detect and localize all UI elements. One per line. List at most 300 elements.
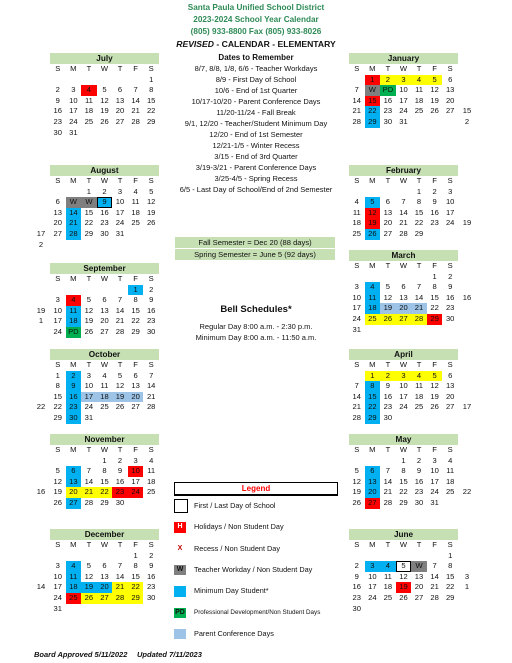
day-cell: 14: [430, 571, 439, 581]
day-cell: 16: [352, 582, 361, 592]
day-cell: 3: [396, 371, 412, 382]
day-cell: [427, 551, 443, 562]
day-cell: 20: [53, 218, 62, 228]
day-cell: 7: [401, 197, 406, 207]
day-cell: 4: [411, 371, 427, 382]
weekday-header: W: [399, 64, 408, 73]
day-cell: [365, 325, 381, 336]
day-cell: 3: [133, 455, 138, 465]
weekday-header: S: [354, 540, 360, 549]
day-cell: 26: [399, 592, 408, 602]
day-cell: 8: [432, 282, 437, 292]
day-cell: 8: [365, 381, 381, 392]
day-cell: [349, 456, 365, 467]
weekday-header: W: [100, 176, 109, 185]
day-cell: [396, 187, 412, 198]
day-cell: [81, 551, 97, 562]
day-cell: 6: [365, 466, 381, 477]
day-cell: [143, 413, 159, 424]
weekday-header: F: [133, 64, 138, 73]
day-cell: 15: [100, 476, 109, 486]
day-cell: 14: [414, 292, 424, 302]
day-cell: 27: [53, 228, 62, 238]
weekday-header: F: [133, 360, 138, 369]
day-cell: 12: [146, 197, 156, 207]
bell-title: Bell Schedules*: [220, 304, 292, 315]
day-cell: 2: [149, 550, 154, 560]
day-cell: 28: [411, 314, 427, 325]
weekday-header: M: [70, 360, 77, 369]
day-cell: 6: [66, 466, 82, 477]
day-cell: [365, 604, 381, 615]
day-cell: 20: [445, 391, 455, 401]
weekday-header: S: [447, 261, 453, 270]
day-cell: 26: [365, 229, 381, 240]
day-cell: 11: [446, 466, 455, 476]
weekday-header: S: [148, 445, 154, 454]
weekday-header: T: [117, 64, 123, 73]
day-cell: [396, 272, 412, 283]
day-cell: 19: [352, 487, 361, 497]
day-cell: 12: [53, 476, 62, 486]
legend-swatch: X: [177, 544, 183, 552]
day-cell: 13: [66, 477, 82, 488]
day-cell: 25: [131, 218, 140, 228]
day-cell: 12: [352, 476, 361, 486]
day-cell: [143, 128, 159, 139]
legend-swatch: [174, 586, 186, 597]
day-cell: 16: [53, 106, 62, 116]
weekday-header: T: [86, 64, 92, 73]
school-day-count: 14: [36, 582, 46, 592]
day-cell: 27: [396, 314, 412, 325]
weekday-header: M: [70, 445, 77, 454]
day-cell: [50, 187, 66, 198]
day-cell: 17: [352, 303, 361, 313]
day-cell: 4: [411, 75, 427, 86]
weekday-header: S: [148, 274, 154, 283]
day-cell: 2: [354, 561, 359, 571]
month-march: [349, 250, 458, 335]
day-cell: [128, 413, 144, 424]
day-cell: [66, 604, 82, 615]
weekday-header: F: [432, 360, 437, 369]
day-cell: [427, 229, 443, 240]
day-cell: 27: [100, 326, 109, 336]
day-cell: [442, 604, 458, 615]
day-cell: 18: [352, 218, 361, 228]
day-cell: 15: [399, 476, 408, 486]
day-cell: 6: [117, 85, 123, 95]
weekday-header: T: [385, 540, 391, 549]
day-cell: 26: [380, 314, 396, 325]
day-cell: 30: [146, 592, 156, 602]
day-cell: 11: [415, 381, 423, 391]
day-cell: 14: [146, 381, 156, 391]
day-cell: 22: [365, 402, 381, 413]
day-cell: [128, 498, 144, 509]
day-cell: 24: [69, 116, 78, 126]
day-cell: 9: [117, 466, 123, 476]
day-cell: 6: [133, 370, 138, 380]
day-cell: [97, 413, 113, 424]
weekday-header: S: [354, 176, 360, 185]
day-cell: 31: [115, 228, 125, 238]
weekday-header: S: [447, 360, 453, 369]
day-cell: 19: [365, 218, 381, 229]
day-cell: [112, 551, 128, 562]
day-cell: [442, 498, 458, 509]
day-cell: 6: [55, 197, 60, 207]
day-cell: 11: [365, 293, 381, 304]
legend-swatch: PD: [174, 608, 186, 619]
day-cell: 25: [365, 314, 381, 325]
day-cell: 23: [383, 106, 393, 116]
day-cell: 27: [66, 498, 82, 509]
day-cell: 19: [81, 582, 97, 593]
day-cell: 3: [354, 282, 359, 292]
day-cell: 3: [448, 186, 453, 196]
day-cell: 19: [112, 392, 128, 403]
day-cell: 16: [414, 476, 424, 486]
day-cell: [81, 128, 97, 139]
day-cell: [97, 604, 113, 615]
day-cell: [66, 551, 82, 562]
day-cell: [365, 456, 381, 467]
weekday-header: W: [399, 445, 408, 454]
day-cell: 16: [115, 476, 125, 486]
day-cell: 23: [66, 402, 82, 413]
day-cell: 3: [117, 186, 123, 196]
day-cell: 29: [84, 228, 94, 238]
date-item: 10/6 - End of 1st Quarter: [214, 86, 298, 95]
day-cell: 21: [112, 582, 128, 593]
day-cell: 5: [117, 370, 123, 380]
weekday-header: M: [369, 64, 376, 73]
day-cell: 14: [115, 571, 125, 581]
day-cell: 12: [84, 571, 94, 581]
weekday-header: S: [447, 540, 453, 549]
school-day-count: 19: [36, 305, 46, 315]
day-cell: 8: [448, 561, 453, 571]
day-cell: 18: [365, 303, 381, 314]
day-cell: 24: [445, 218, 455, 228]
day-cell: [128, 229, 144, 240]
weekday-header: W: [399, 176, 408, 185]
day-cell: 29: [146, 116, 156, 126]
day-cell: 19: [380, 303, 396, 314]
day-cell: 9: [385, 381, 391, 391]
day-cell: 24: [352, 313, 361, 323]
weekday-header: S: [55, 176, 61, 185]
day-cell: [112, 413, 128, 424]
day-cell: 2: [117, 455, 123, 465]
day-cell: 13: [399, 292, 408, 302]
day-cell: 1: [365, 75, 381, 86]
day-cell: 15: [365, 96, 381, 107]
day-cell: 29: [128, 593, 144, 604]
legend-label: First / Last Day of School: [194, 501, 276, 510]
day-cell: [66, 187, 82, 198]
day-cell: 23: [100, 218, 109, 228]
day-cell: 4: [133, 186, 138, 196]
day-cell: 19: [53, 487, 62, 497]
day-cell: 13: [383, 207, 393, 217]
day-cell: 2: [416, 455, 422, 465]
day-cell: 30: [383, 412, 393, 422]
day-cell: 17: [131, 476, 140, 486]
day-cell: 9: [66, 381, 82, 392]
day-cell: 20: [365, 487, 381, 498]
day-cell: [442, 325, 458, 336]
month-title: September: [50, 263, 159, 274]
day-cell: 10: [430, 466, 439, 476]
day-cell: 1: [448, 550, 453, 560]
school-day-count: 16: [462, 292, 472, 302]
day-cell: 28: [66, 229, 82, 240]
day-cell: 20: [97, 582, 113, 593]
day-cell: 17: [368, 582, 377, 592]
day-cell: 28: [352, 116, 361, 126]
day-cell: 11: [100, 381, 109, 391]
weekday-header: F: [133, 274, 138, 283]
day-cell: 14: [66, 208, 82, 219]
day-cell: 4: [380, 561, 396, 572]
day-cell: 16: [430, 207, 439, 217]
day-cell: 4: [365, 282, 381, 293]
day-cell: 21: [81, 487, 97, 498]
weekday-header: T: [86, 540, 92, 549]
day-cell: [97, 285, 113, 296]
day-cell: 5: [427, 75, 443, 86]
day-cell: 5: [365, 197, 381, 208]
month-july: [50, 53, 159, 138]
day-cell: 5: [354, 466, 359, 476]
day-cell: 12: [430, 85, 439, 95]
weekday-header: W: [399, 261, 408, 270]
school-day-count: 1: [464, 582, 470, 592]
day-cell: 12: [399, 571, 408, 581]
day-cell: 11: [66, 306, 82, 317]
day-cell: 29: [53, 412, 62, 422]
day-cell: 20: [396, 303, 412, 314]
day-cell: 7: [432, 561, 437, 571]
weekday-header: T: [117, 360, 123, 369]
day-cell: [365, 551, 381, 562]
day-cell: [66, 285, 82, 296]
day-cell: 9: [416, 466, 422, 476]
day-cell: 3: [55, 561, 60, 571]
weekday-header: F: [432, 261, 437, 270]
weekday-header: F: [133, 540, 138, 549]
month-october: [50, 349, 159, 424]
weekday-header: S: [447, 176, 453, 185]
weekday-header: M: [369, 445, 376, 454]
day-cell: [81, 456, 97, 467]
calendar-title-rest: - CALENDAR - ELEMENTARY: [213, 39, 336, 49]
day-cell: [50, 75, 66, 86]
date-item: 6/5 - Last Day of School/End of 2nd Semester: [179, 185, 333, 194]
day-cell: 18: [66, 582, 82, 593]
day-cell: [128, 128, 144, 139]
day-cell: 17: [53, 316, 62, 326]
day-cell: 21: [383, 487, 393, 497]
day-cell: 29: [399, 497, 408, 507]
legend-title: Legend: [174, 482, 338, 496]
day-cell: 21: [399, 218, 408, 228]
day-cell: 20: [128, 392, 144, 403]
day-cell: 21: [66, 218, 82, 229]
day-cell: 5: [55, 466, 60, 476]
day-cell: [411, 117, 427, 128]
day-cell: 13: [445, 381, 455, 391]
day-cell: 9: [149, 295, 154, 305]
day-cell: 10: [69, 95, 78, 105]
weekday-header: T: [416, 360, 422, 369]
day-cell: 13: [414, 571, 424, 581]
day-cell: 15: [430, 292, 439, 302]
day-cell: 22: [146, 106, 156, 116]
day-cell: 18: [66, 316, 82, 327]
day-cell: 2: [102, 186, 107, 196]
day-cell: 12: [100, 95, 109, 105]
day-cell: [112, 128, 128, 139]
day-cell: [349, 272, 365, 283]
day-cell: 31: [352, 324, 361, 334]
weekday-header: F: [432, 540, 437, 549]
day-cell: 18: [383, 582, 393, 592]
day-cell: 18: [97, 392, 113, 403]
day-cell: 18: [414, 391, 424, 401]
day-cell: 16: [383, 391, 393, 401]
date-item: 3/19-3/21 - Parent Conference Days: [195, 163, 317, 172]
day-cell: [50, 551, 66, 562]
day-cell: 14: [399, 207, 408, 217]
board-approved: Board Approved 5/11/2022: [34, 650, 128, 659]
month-title: June: [349, 529, 458, 540]
day-cell: 22: [97, 487, 113, 498]
day-cell: 7: [86, 466, 92, 476]
weekday-header: S: [447, 445, 453, 454]
date-item: 9/1, 12/20 - Teacher/Student Minimum Day: [184, 119, 328, 128]
weekday-header: S: [354, 261, 360, 270]
day-cell: 6: [448, 74, 453, 84]
month-title: August: [50, 165, 159, 176]
weekday-header: T: [117, 176, 123, 185]
weekday-header: T: [86, 360, 92, 369]
legend-label: Minimum Day Student*: [194, 586, 269, 596]
day-cell: 1: [86, 186, 92, 196]
weekday-header: M: [369, 261, 376, 270]
weekday-header: W: [399, 360, 408, 369]
legend-swatch: W: [174, 565, 186, 576]
weekday-header: T: [385, 261, 391, 270]
day-cell: 21: [115, 316, 125, 326]
day-cell: 28: [84, 497, 94, 507]
day-cell: 23: [414, 487, 424, 497]
day-cell: [365, 272, 381, 283]
day-cell: [380, 604, 396, 615]
weekday-header: F: [133, 445, 138, 454]
day-cell: 8: [401, 466, 406, 476]
weekday-header: S: [354, 64, 360, 73]
day-cell: 5: [86, 561, 92, 571]
weekday-header: W: [100, 360, 109, 369]
day-cell: [411, 272, 427, 283]
month-september: [50, 263, 159, 338]
school-day-count: 22: [462, 487, 472, 497]
day-cell: 17: [430, 476, 439, 486]
day-cell: 19: [146, 207, 156, 217]
day-cell: 9: [432, 197, 437, 207]
day-cell: [427, 413, 443, 424]
day-cell: [128, 75, 144, 86]
day-cell: [411, 413, 427, 424]
day-cell: [411, 604, 427, 615]
day-cell: 18: [131, 207, 140, 217]
month-title: October: [50, 349, 159, 360]
weekday-header: M: [70, 540, 77, 549]
day-cell: 11: [147, 466, 156, 476]
day-cell: 10: [128, 466, 144, 477]
day-cell: 10: [368, 571, 377, 581]
dates-title: Dates to Remember: [218, 53, 294, 62]
day-cell: PD: [380, 85, 396, 96]
weekday-header: S: [55, 64, 61, 73]
day-cell: 3: [55, 295, 60, 305]
calendar-title: [160, 39, 352, 49]
day-cell: 11: [383, 571, 392, 581]
day-cell: 17: [445, 207, 455, 217]
day-cell: 15: [414, 207, 424, 217]
day-cell: 10: [399, 85, 408, 95]
weekday-header: S: [354, 445, 360, 454]
day-cell: [81, 285, 97, 296]
day-cell: 4: [66, 295, 82, 306]
updated-date: Updated 7/11/2023: [137, 650, 202, 659]
day-cell: 30: [66, 413, 82, 424]
day-cell: 25: [445, 487, 455, 497]
day-cell: [396, 413, 412, 424]
day-cell: 20: [445, 95, 455, 105]
day-cell: 15: [131, 571, 140, 581]
weekday-header: F: [432, 445, 437, 454]
legend-label: Recess / Non Student Day: [194, 543, 280, 553]
weekday-header: T: [86, 274, 92, 283]
day-cell: [112, 75, 128, 86]
day-cell: 13: [115, 95, 125, 105]
day-cell: 7: [354, 381, 359, 391]
day-cell: 15: [146, 95, 156, 105]
day-cell: 22: [128, 582, 144, 593]
day-cell: 4: [81, 85, 97, 96]
day-cell: 8: [416, 197, 422, 207]
day-cell: 28: [146, 402, 156, 412]
weekday-header: M: [70, 176, 77, 185]
day-cell: 1: [133, 550, 138, 560]
day-cell: [143, 604, 159, 615]
date-item: 12/20 - End of 1st Semester: [209, 130, 303, 139]
month-title: February: [349, 165, 458, 176]
day-cell: 14: [131, 95, 140, 105]
day-cell: [380, 272, 396, 283]
month-title: January: [349, 53, 458, 64]
day-cell: [128, 604, 144, 615]
day-cell: 23: [146, 316, 156, 326]
day-cell: 25: [84, 116, 94, 126]
day-cell: 29: [445, 592, 455, 602]
day-cell: 27: [445, 402, 455, 412]
